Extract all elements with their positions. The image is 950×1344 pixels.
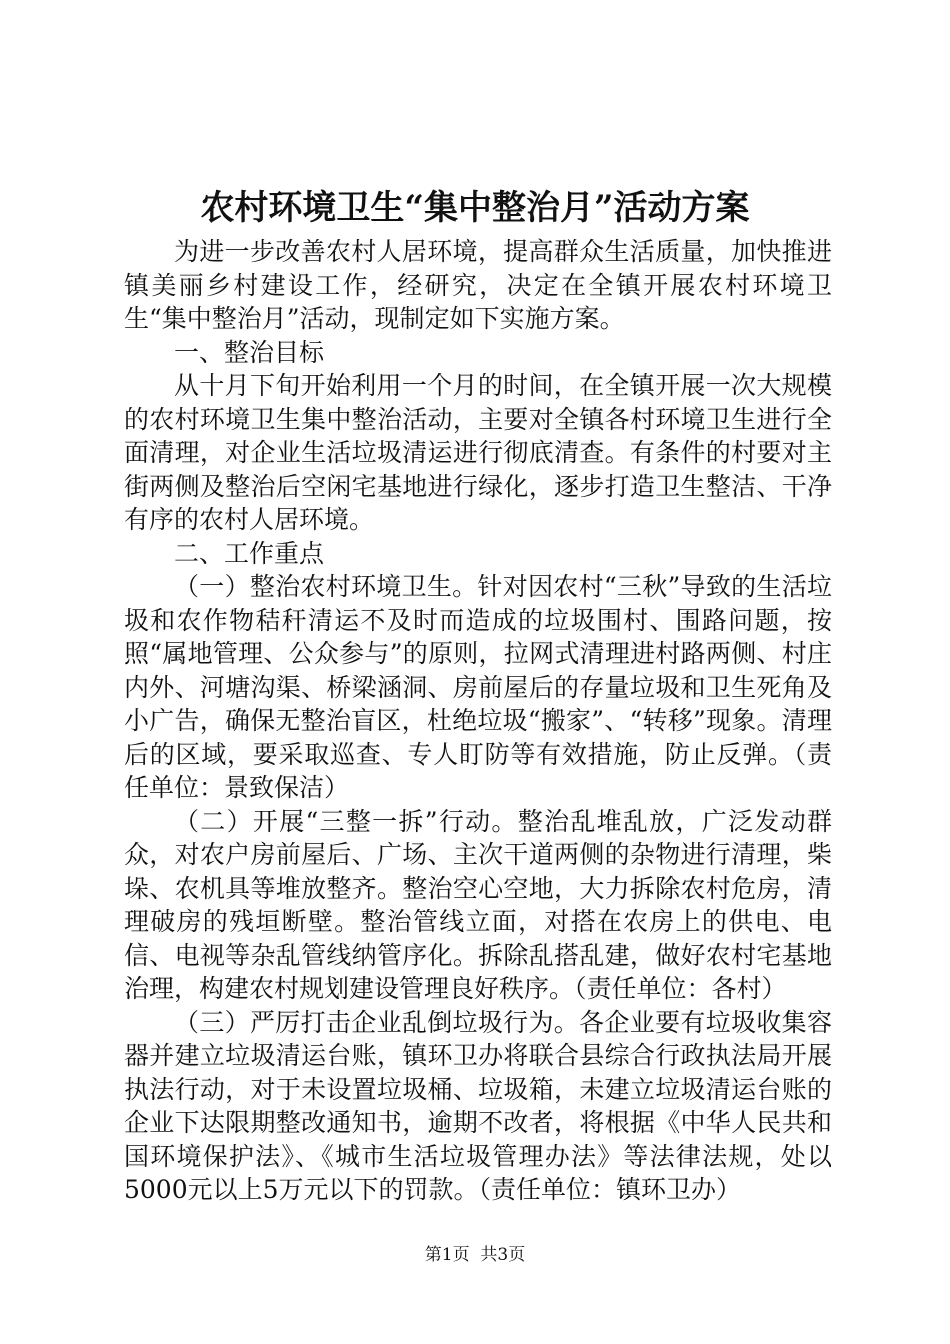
priority-paragraph-1: （一）整治农村环境卫生。针对因农村“三秋”导致的生活垃圾和农作物秸秆清运不及时而造成的垃圾围村、围路问题，按照“属地管理、公众参与”的原则，拉网式清理进村路两侧、村庄内外、河塘沟渠、桥梁涵洞、房前屋后的存量垃圾和卫生死角及小广告，确保无整治盲区，杜绝垃圾“搬家”、“转移”现象。清理后的区域，要采取巡查、专人盯防等有效措施，防止反弹。（责任单位：景致保洁） (124, 572, 832, 802)
document-title: 农村环境卫生“集中整治月”活动方案 (200, 188, 750, 228)
document-body (124, 235, 832, 1207)
section-heading-priorities: 二、工作重点 (174, 538, 325, 568)
priority-paragraph-2: （二）开展“三整一拆”行动。整治乱堆乱放，广泛发动群众，对农户房前屋后、广场、主次干道两侧的杂物进行清理，柴垛、农机具等堆放整齐。整治空心空地，大力拆除农村危房，清理破房的残垣断壁。整治管线立面，对搭在农房上的供电、电信、电视等杂乱管线纳管序化。拆除乱搭乱建，做好农村宅基地治理，构建农村规划建设管理良好秩序。（责任单位：各村） (124, 806, 832, 1003)
goals-paragraph: 从十月下旬开始利用一个月的时间，在全镇开展一次大规模的农村环境卫生集中整治活动，主要对全镇各村环境卫生进行全面清理，对企业生活垃圾清运进行彻底清查。有条件的村要对主街两侧及整治后空闲宅基地进行绿化，逐步打造卫生整洁、干净有序的农村人居环境。 (124, 371, 832, 534)
intro-paragraph: 为进一步改善农村人居环境，提高群众生活质量，加快推进镇美丽乡村建设工作，经研究，决定在全镇开展农村环境卫生“集中整治月”活动，现制定如下实施方案。 (124, 237, 832, 333)
page-number-footer: 第1页 共3页 (424, 1245, 526, 1265)
section-heading-goals: 一、整治目标 (174, 337, 325, 367)
priority-paragraph-3: （三）严厉打击企业乱倒垃圾行为。各企业要有垃圾收集容器并建立垃圾清运台账，镇环卫办将联合县综合行政执法局开展执法行动，对于未设置垃圾桶、垃圾箱，未建立垃圾清运台账的企业下达限期整改通知书，逾期不改者，将根据《中华人民共和国环境保护法》、《城市生活垃圾管理办法》等法律法规，处以5000元以上5万元以下的罚款。（责任单位：镇环卫办） (124, 1007, 832, 1204)
